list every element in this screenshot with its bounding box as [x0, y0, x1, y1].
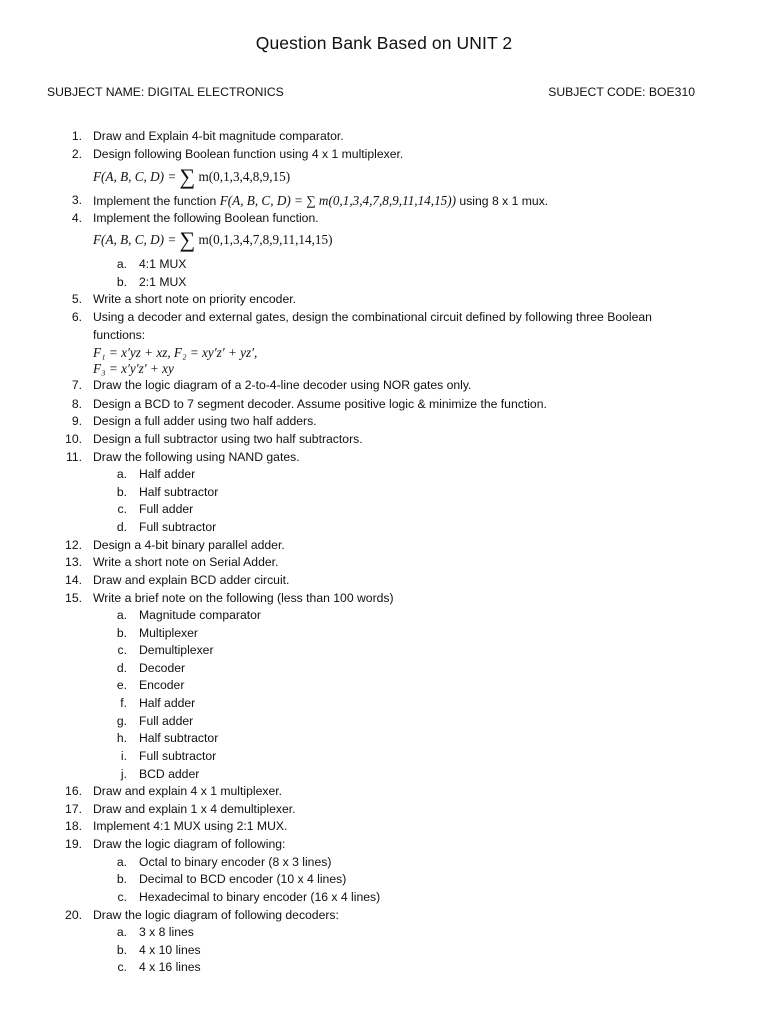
question-text: Draw the logic diagram of following decoders:	[93, 908, 339, 922]
sub-item-text: Half subtractor	[139, 731, 219, 745]
question-text-pre: Implement the function	[93, 194, 220, 208]
sub-item-text: Multiplexer	[139, 626, 198, 640]
sub-item-letter: f.	[120, 696, 127, 710]
sub-item-letter: c.	[117, 502, 127, 516]
sub-item-letter: b.	[116, 275, 127, 289]
sub-item-text: BCD adder	[139, 767, 200, 781]
sub-item-text: Decoder	[139, 661, 186, 675]
question-text: Design a full adder using two half adders.	[93, 414, 317, 428]
sub-item-letter: c.	[117, 890, 127, 904]
question-text-post: using 8 x 1 mux.	[456, 194, 549, 208]
sub-item-text: 4 x 16 lines	[139, 960, 201, 974]
question-text: Draw the logic diagram of a 2-to-4-line decoder using NOR gates only.	[93, 378, 472, 392]
question-number: 7.	[71, 378, 82, 392]
question-text: Design a 4-bit binary parallel adder.	[93, 538, 285, 552]
question-number: 8.	[71, 397, 82, 411]
equation-rhs: m(0,1,3,4,7,8,9,11,14,15)	[198, 232, 333, 247]
sub-item-text: Hexadecimal to binary encoder (16 x 4 lines)	[139, 890, 381, 904]
question-number: 16.	[65, 784, 82, 798]
sub-item-text: Full adder	[139, 502, 194, 516]
question-text: Implement 4:1 MUX using 2:1 MUX.	[93, 819, 288, 833]
question-number: 20.	[65, 908, 82, 922]
inline-equation: F(A, B, C, D) = ∑ m(0,1,3,4,7,8,9,11,14,15))	[219, 193, 457, 208]
sub-item-letter: a.	[116, 608, 127, 622]
question-text: Draw and explain 1 x 4 demultiplexer.	[93, 802, 296, 816]
question-text: Draw and Explain 4-bit magnitude comparator.	[93, 129, 344, 143]
sub-item-text: Magnitude comparator	[139, 608, 261, 622]
equation-lhs: F(A, B, C, D) =	[93, 232, 180, 247]
boolean-function-f1-f2: F₁ = x′yz + xz, F₂ = xy′z′ + yz′,	[93, 345, 258, 360]
sub-item-letter: d.	[116, 661, 127, 675]
question-number: 4.	[71, 211, 82, 225]
question-number: 13.	[65, 555, 82, 569]
sub-item-text: Full subtractor	[139, 749, 217, 763]
sub-item-text: Full subtractor	[139, 520, 217, 534]
sub-item-text: Half adder	[139, 696, 196, 710]
question-text: Design a full subtractor using two half subtractors.	[93, 432, 363, 446]
sub-item-text: Demultiplexer	[139, 643, 214, 657]
question-text: Implement the following Boolean function.	[93, 211, 319, 225]
question-text	[93, 193, 548, 209]
question-text: Draw the following using NAND gates.	[93, 450, 300, 464]
sub-item-text: Octal to binary encoder (8 x 3 lines)	[139, 855, 332, 869]
question-text: Draw the logic diagram of following:	[93, 837, 286, 851]
boolean-equation	[93, 164, 290, 190]
page-title: Question Bank Based on UNIT 2	[255, 33, 513, 53]
question-number: 6.	[71, 310, 82, 324]
question-number: 10.	[65, 432, 82, 446]
sub-item-text: 2:1 MUX	[139, 275, 187, 289]
question-text: Design a BCD to 7 segment decoder. Assume positive logic & minimize the function.	[93, 397, 547, 411]
sub-item-text: Half subtractor	[139, 485, 219, 499]
question-text: Write a short note on Serial Adder.	[93, 555, 279, 569]
sub-item-letter: c.	[117, 960, 127, 974]
subject-name: SUBJECT NAME: DIGITAL ELECTRONICS	[47, 85, 284, 99]
sub-item-letter: a.	[116, 855, 127, 869]
subject-code: SUBJECT CODE: BOE310	[548, 85, 695, 99]
question-number: 1.	[71, 129, 82, 143]
sub-item-letter: a.	[116, 925, 127, 939]
sub-item-letter: j.	[120, 767, 127, 781]
sub-item-letter: i.	[120, 749, 127, 763]
sub-item-letter: d.	[116, 520, 127, 534]
boolean-function-f3: F₃ = x′y′z′ + xy	[93, 361, 174, 376]
question-text: Write a brief note on the following (less than 100 words)	[93, 591, 394, 605]
question-number: 14.	[65, 573, 82, 587]
question-text: Write a short note on priority encoder.	[93, 292, 297, 306]
question-number: 2.	[71, 147, 82, 161]
sub-item-letter: c.	[117, 643, 127, 657]
equation-lhs: F(A, B, C, D) =	[93, 169, 180, 184]
sub-item-text: Decimal to BCD encoder (10 x 4 lines)	[139, 872, 347, 886]
summation-symbol: ∑	[179, 164, 196, 189]
boolean-equation	[93, 227, 332, 253]
sub-item-text: Half adder	[139, 467, 196, 481]
question-number: 3.	[71, 193, 82, 207]
sub-item-letter: b.	[116, 872, 127, 886]
sub-item-letter: b.	[116, 943, 127, 957]
sub-item-text: Encoder	[139, 678, 185, 692]
question-text: Draw and explain BCD adder circuit.	[93, 573, 290, 587]
equation-rhs: m(0,1,3,4,8,9,15)	[198, 169, 291, 184]
question-text: Design following Boolean function using 4 x 1 multiplexer.	[93, 147, 404, 161]
question-number: 19.	[65, 837, 82, 851]
question-number: 15.	[65, 591, 82, 605]
sub-item-letter: a.	[116, 467, 127, 481]
sub-item-letter: b.	[116, 485, 127, 499]
sub-item-letter: a.	[116, 257, 127, 271]
question-number: 12.	[65, 538, 82, 552]
question-number: 11.	[65, 450, 82, 464]
sub-item-text: 4 x 10 lines	[139, 943, 201, 957]
summation-symbol: ∑	[179, 227, 196, 252]
sub-item-text: Full adder	[139, 714, 194, 728]
sub-item-text: 3 x 8 lines	[139, 925, 194, 939]
sub-item-letter: g.	[116, 714, 127, 728]
sub-item-letter: h.	[116, 731, 127, 745]
question-number: 9.	[71, 414, 82, 428]
question-number: 18.	[65, 819, 82, 833]
question-text: Using a decoder and external gates, design the combinational circuit defined by following three Boolean functions:	[93, 310, 652, 342]
sub-item-text: 4:1 MUX	[139, 257, 187, 271]
question-text: Draw and explain 4 x 1 multiplexer.	[93, 784, 283, 798]
question-number: 17.	[65, 802, 82, 816]
sub-item-letter: e.	[116, 678, 127, 692]
sub-item-letter: b.	[116, 626, 127, 640]
question-number: 5.	[71, 292, 82, 306]
